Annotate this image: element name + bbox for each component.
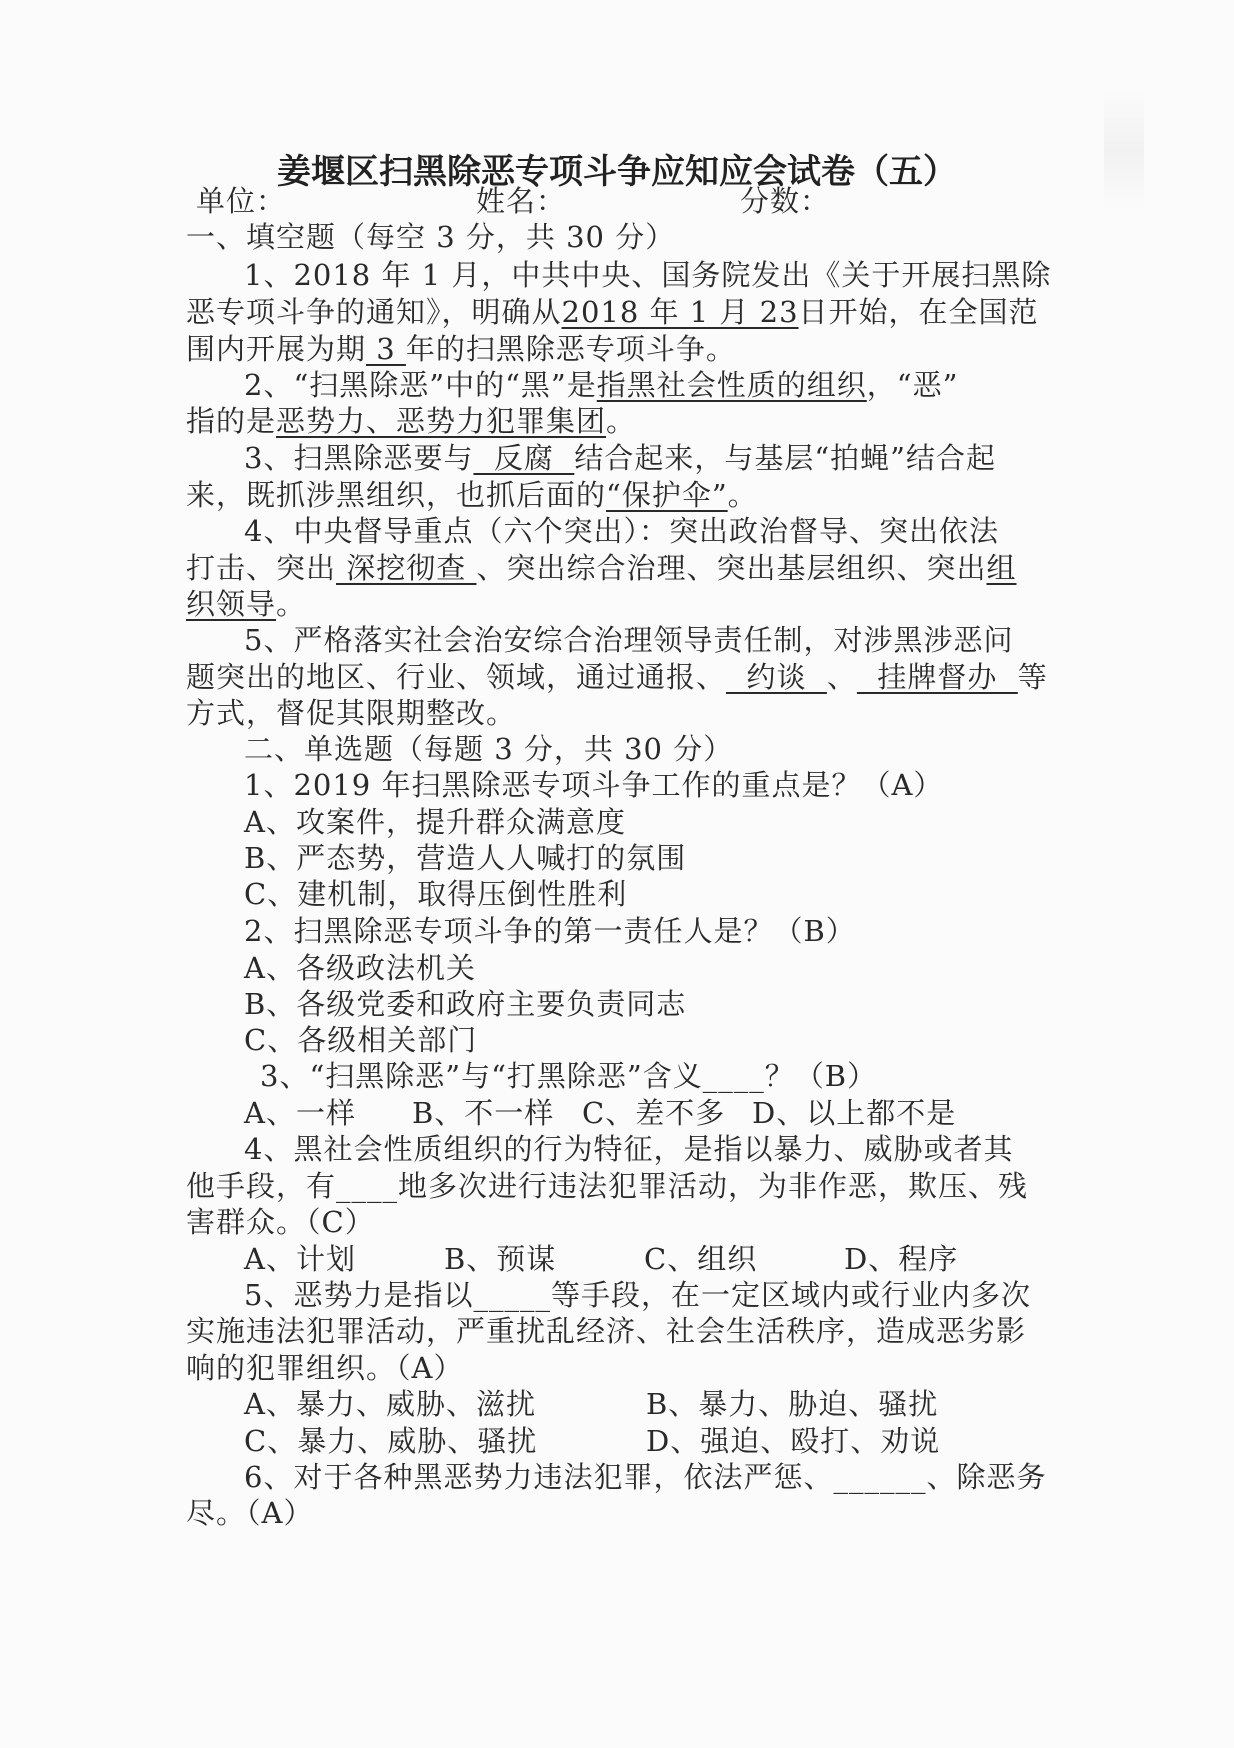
mc1-stem: 1、2019 年扫黑除恶专项斗争工作的重点是？（A）: [244, 768, 944, 802]
q4-line-3: [186, 586, 1046, 622]
name-label: 姓名：: [476, 184, 567, 218]
text: 、: [826, 660, 857, 694]
mc3-option-b: B、不一样: [412, 1096, 555, 1130]
mc5-option-b: B、暴力、胁迫、骚扰: [646, 1387, 939, 1421]
unit-label: 单位：: [196, 184, 287, 218]
q4-line-1: 4、中央督导重点（六个突出）：突出政治督导、突出依法: [244, 514, 999, 548]
mc4-option-a: A、计划: [244, 1242, 356, 1276]
mc4-option-c: C、组织: [644, 1242, 758, 1276]
text: 等: [1017, 660, 1048, 694]
q2-line-1: [186, 367, 1104, 403]
mc3-option-a: A、一样: [244, 1096, 356, 1130]
text: 围内开展为期: [186, 332, 367, 366]
mc2-option-c: C、各级相关部门: [244, 1023, 478, 1057]
text: 年的扫黑除恶专项斗争。: [405, 332, 736, 366]
mc2-option-b: B、各级党委和政府主要负责同志: [244, 987, 687, 1021]
mc3-options: [186, 1095, 1104, 1131]
mc5-option-d: D、强迫、殴打、劝说: [646, 1424, 941, 1458]
answer-blank: “保护伞”: [606, 478, 728, 512]
text: 、突出综合治理、突出基层组织、突出: [476, 551, 987, 585]
answer-blank: 恶势力、恶势力犯罪集团: [276, 404, 607, 438]
mc6-line-1: 6、对于各种黑恶势力违法犯罪，依法严惩、______、除恶务: [244, 1460, 1047, 1494]
mc4-line-1: 4、黑社会性质组织的行为特征，是指以暴力、威胁或者其: [244, 1132, 1014, 1166]
answer-blank: 反腐: [473, 441, 575, 475]
answer-blank: 组: [986, 551, 1017, 585]
page-title: 姜堰区扫黑除恶专项斗争应知应会试卷（五）: [277, 152, 957, 192]
mc3-option-d: D、以上都不是: [752, 1096, 957, 1130]
text: 。: [727, 478, 758, 512]
mc1-option-c: C、建机制，取得压倒性胜利: [244, 877, 628, 911]
text: 结合起来，与基层“拍蝇”结合起: [574, 441, 996, 475]
score-label: 分数：: [740, 184, 831, 218]
text: 来，既抓涉黑组织，也抓后面的: [186, 478, 607, 512]
q3-line-1: [186, 440, 1104, 476]
text: 日开始，在全国范: [798, 295, 1039, 329]
q1-line-1: 1、2018 年 1 月，中共中央、国务院发出《关于开展扫黑除: [244, 258, 1052, 292]
mc3-stem: 3、“扫黑除恶”与“打黑除恶”含义____？（B）: [260, 1059, 878, 1093]
text: 3、扫黑除恶要与: [244, 441, 474, 475]
section-1-heading: 一、填空题（每空 3 分，共 30 分）: [186, 220, 676, 254]
text: 指的是: [186, 404, 277, 438]
mc5-line-1: 5、恶势力是指以_____等手段，在一定区域内或行业内多次: [244, 1278, 1031, 1312]
mc4-options: [186, 1241, 1104, 1277]
mc3-option-c: C、差不多: [582, 1096, 726, 1130]
mc5-option-c: C、暴力、威胁、骚扰: [244, 1424, 538, 1458]
mc4-line-3: 害群众。（C）: [186, 1205, 375, 1239]
answer-blank: 深挖彻查: [336, 551, 477, 585]
answer-blank: 织领导: [186, 587, 277, 621]
text: 2、“扫黑除恶”中的“黑”是: [244, 368, 597, 402]
text: 题突出的地区、行业、领域，通过通报、: [186, 660, 727, 694]
q1-line-2: [186, 294, 1046, 330]
mc4-line-2: 他手段，有____地多次进行违法犯罪活动，为非作恶，欺压、残: [186, 1169, 1029, 1203]
q5-line-1: 5、严格落实社会治安综合治理领导责任制，对涉黑涉恶问: [244, 623, 1014, 657]
q2-line-2: [186, 403, 1046, 439]
section-2-heading: 二、单选题（每题 3 分，共 30 分）: [244, 732, 734, 766]
q5-line-2: [186, 659, 1046, 695]
answer-blank: 挂牌督办: [856, 660, 1018, 694]
q3-line-2: [186, 477, 1046, 513]
mc4-option-b: B、预谋: [444, 1242, 557, 1276]
mc5-line-2: 实施违法犯罪活动，严重扰乱经济、社会生活秩序，造成恶劣影: [186, 1314, 1027, 1348]
text: ，“恶”: [866, 368, 959, 402]
text: 。: [276, 587, 307, 621]
mc5-options-row-1: [186, 1386, 1104, 1422]
mc2-option-a: A、各级政法机关: [244, 951, 476, 985]
answer-blank: 3: [366, 332, 406, 366]
q1-line-3: [186, 331, 1046, 367]
q4-line-2: [186, 550, 1046, 586]
mc5-option-a: A、暴力、威胁、滋扰: [244, 1387, 536, 1421]
mc5-options-row-2: [186, 1423, 1104, 1459]
q5-line-3: 方式，督促其限期整改。: [186, 696, 517, 730]
text: 打击、突出: [186, 551, 337, 585]
text: 恶专项斗争的通知》，明确从: [186, 295, 562, 329]
mc4-option-d: D、程序: [844, 1242, 959, 1276]
text: 。: [606, 404, 637, 438]
mc5-line-3: 响的犯罪组织。（A）: [186, 1351, 464, 1385]
mc1-option-a: A、攻案件，提升群众满意度: [244, 805, 626, 839]
answer-blank: 2018 年 1 月 23: [561, 295, 799, 329]
answer-blank: 指黑社会性质的组织: [596, 368, 867, 402]
mc2-stem: 2、扫黑除恶专项斗争的第一责任人是？（B）: [244, 914, 856, 948]
answer-blank: 约谈: [726, 660, 827, 694]
mc1-option-b: B、严态势，营造人人喊打的氛围: [244, 841, 687, 875]
mc6-line-2: 尽。（A）: [186, 1496, 314, 1530]
